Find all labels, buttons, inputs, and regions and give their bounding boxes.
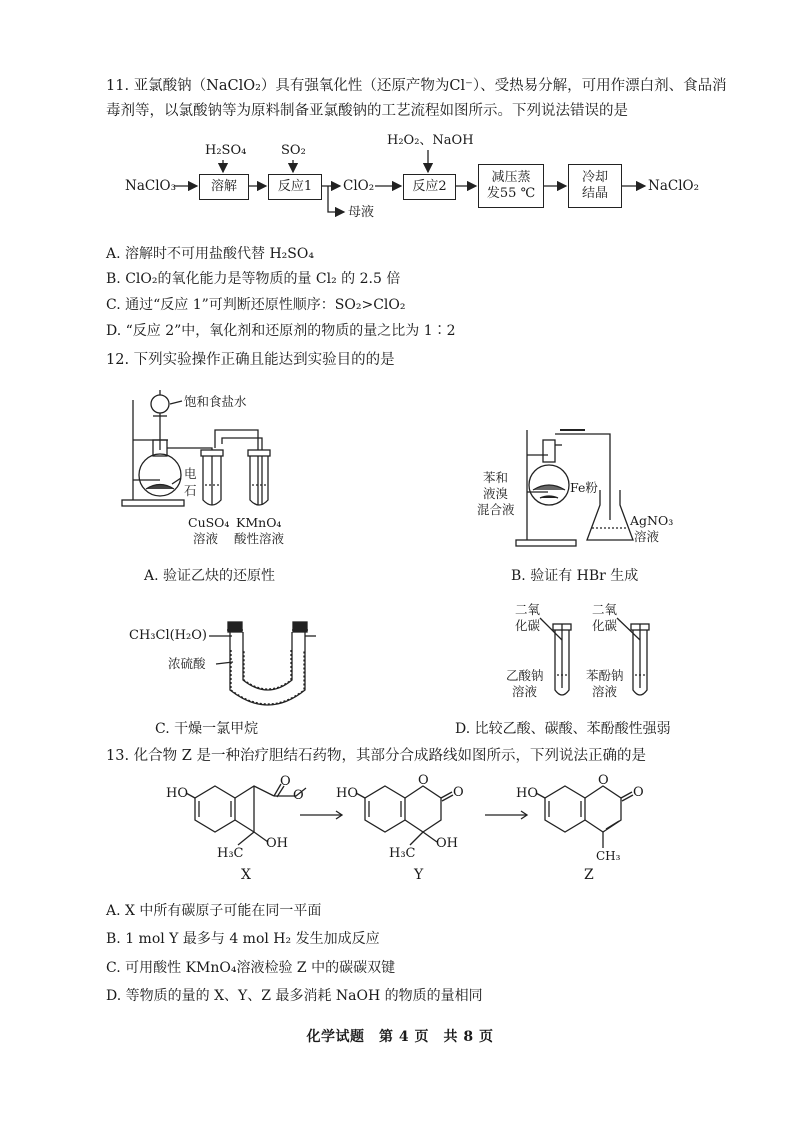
label-cuso4: CuSO₄: [188, 515, 230, 530]
caption-d[interactable]: D. 比较乙酸、碳酸、苯酚酸性强弱: [455, 721, 671, 737]
q13-option-d[interactable]: D. 等物质的量的 X、Y、Z 最多消耗 NaOH 的物质的量相同: [106, 988, 483, 1004]
y-h3c: H₃C: [389, 846, 416, 861]
label-co2-b2: 化碳: [592, 618, 618, 633]
flow-end-naclo2: NaClO₂: [648, 178, 699, 194]
q13-option-a[interactable]: A. X 中所有碳原子可能在同一平面: [106, 903, 322, 919]
x-h3c: H₃C: [217, 846, 244, 861]
label-sodium-acetate: 乙酸钠: [506, 668, 544, 683]
flow-add-so2: SO₂: [281, 143, 306, 158]
q11-option-d[interactable]: D. “反应 2”中，氧化剂和还原剂的物质的量之比为 1∶2: [106, 323, 456, 339]
crystallize-line1: 冷却: [581, 170, 608, 185]
label-y: Y: [414, 867, 424, 883]
label-co2-b1: 二氧: [592, 602, 618, 617]
label-co2-a2: 化碳: [515, 618, 541, 633]
z-ho: HO: [516, 786, 538, 801]
label-fe-powder: Fe粉: [570, 480, 598, 495]
y-o-carbonyl: O: [453, 785, 464, 800]
label-sodium-acetate-solution: 溶液: [512, 684, 538, 699]
label-bromine: 液溴: [483, 486, 509, 501]
label-ch3cl-gas: CH₃Cl(H₂O): [129, 628, 207, 643]
y-ho: HO: [336, 786, 358, 801]
q11-stem-line1: 11. 亚氯酸钠（NaClO₂）具有强氧化性（还原产物为Cl⁻）、受热易分解，可用作漂白剂、食品消: [106, 78, 727, 94]
label-z: Z: [584, 867, 594, 883]
caption-b[interactable]: B. 验证有 HBr 生成: [511, 568, 639, 584]
q11-stem-line2: 毒剂等，以氯酸钠等为原料制备亚氯酸钠的工艺流程如图所示。下列说法错误的是: [106, 103, 628, 119]
x-ho: HO: [166, 786, 188, 801]
crystallize-line2: 结晶: [581, 186, 608, 201]
label-x: X: [241, 867, 251, 883]
flow-add-h2so4: H₂SO₄: [205, 143, 247, 158]
label-agno3-solution: 溶液: [634, 529, 660, 544]
q11-option-b[interactable]: B. ClO₂的氧化能力是等物质的量 Cl₂ 的 2.5 倍: [106, 271, 401, 287]
flow-box-reaction2: 反应2: [403, 174, 456, 200]
evaporate-line1: 减压蒸: [491, 170, 531, 185]
q12-stem: 12. 下列实验操作正确且能达到实验目的的是: [106, 352, 395, 368]
q11-option-c[interactable]: C. 通过“反应 1”可判断还原性顺序：SO₂>ClO₂: [106, 297, 406, 313]
q13-stem: 13. 化合物 Z 是一种治疗胆结石药物，其部分合成路线如图所示，下列说法正确的是: [106, 748, 646, 764]
q11-option-a[interactable]: A. 溶解时不可用盐酸代替 H₂SO₄: [106, 246, 314, 262]
x-o-carbonyl: O: [280, 774, 291, 789]
label-sodium-phenoxide-solution: 溶液: [592, 684, 618, 699]
label-agno3: AgNO₃: [630, 513, 674, 528]
z-o-carbonyl: O: [633, 785, 644, 800]
x-oh: OH: [266, 836, 288, 851]
label-shi: 石: [184, 483, 197, 498]
label-saturated-brine: 饱和食盐水: [184, 394, 247, 409]
label-conc-sulfuric: 浓硫酸: [168, 656, 206, 671]
label-kmno4-acidic: 酸性溶液: [234, 531, 285, 546]
label-kmno4: KMnO₄: [236, 515, 282, 530]
z-ch3: CH₃: [596, 849, 621, 863]
q13-option-c[interactable]: C. 可用酸性 KMnO₄溶液检验 Z 中的碳碳双键: [106, 960, 396, 976]
flow-start-naclo3: NaClO₃: [125, 178, 176, 194]
flow-box-reaction1: 反应1: [268, 174, 322, 200]
label-benzene: 苯和: [483, 470, 509, 485]
flow-add-h2o2-naoh: H₂O₂、NaOH: [387, 133, 474, 148]
q13-option-b[interactable]: B. 1 mol Y 最多与 4 mol H₂ 发生加成反应: [106, 931, 380, 947]
page-footer: 化学试题 第 4 页 共 8 页: [306, 1029, 494, 1045]
caption-a[interactable]: A. 验证乙炔的还原性: [144, 568, 276, 584]
label-sodium-phenoxide: 苯酚钠: [586, 668, 624, 683]
evaporate-line2: 发55 ℃: [486, 186, 536, 201]
flow-side-mother-liquor: 母液: [348, 205, 375, 220]
flow-box-dissolve: 溶解: [199, 174, 249, 200]
caption-c[interactable]: C. 干燥一氯甲烷: [155, 721, 259, 737]
label-co2-a1: 二氧: [515, 602, 541, 617]
y-o-ring: O: [418, 773, 429, 788]
label-mixture: 混合液: [477, 502, 515, 517]
z-o-ring: O: [598, 773, 609, 788]
y-oh: OH: [436, 836, 458, 851]
x-o-ester: O: [293, 788, 304, 803]
label-dian: 电: [184, 466, 197, 481]
label-cuso4-solution: 溶液: [193, 531, 219, 546]
flow-mid-clo2: ClO₂: [343, 178, 375, 194]
